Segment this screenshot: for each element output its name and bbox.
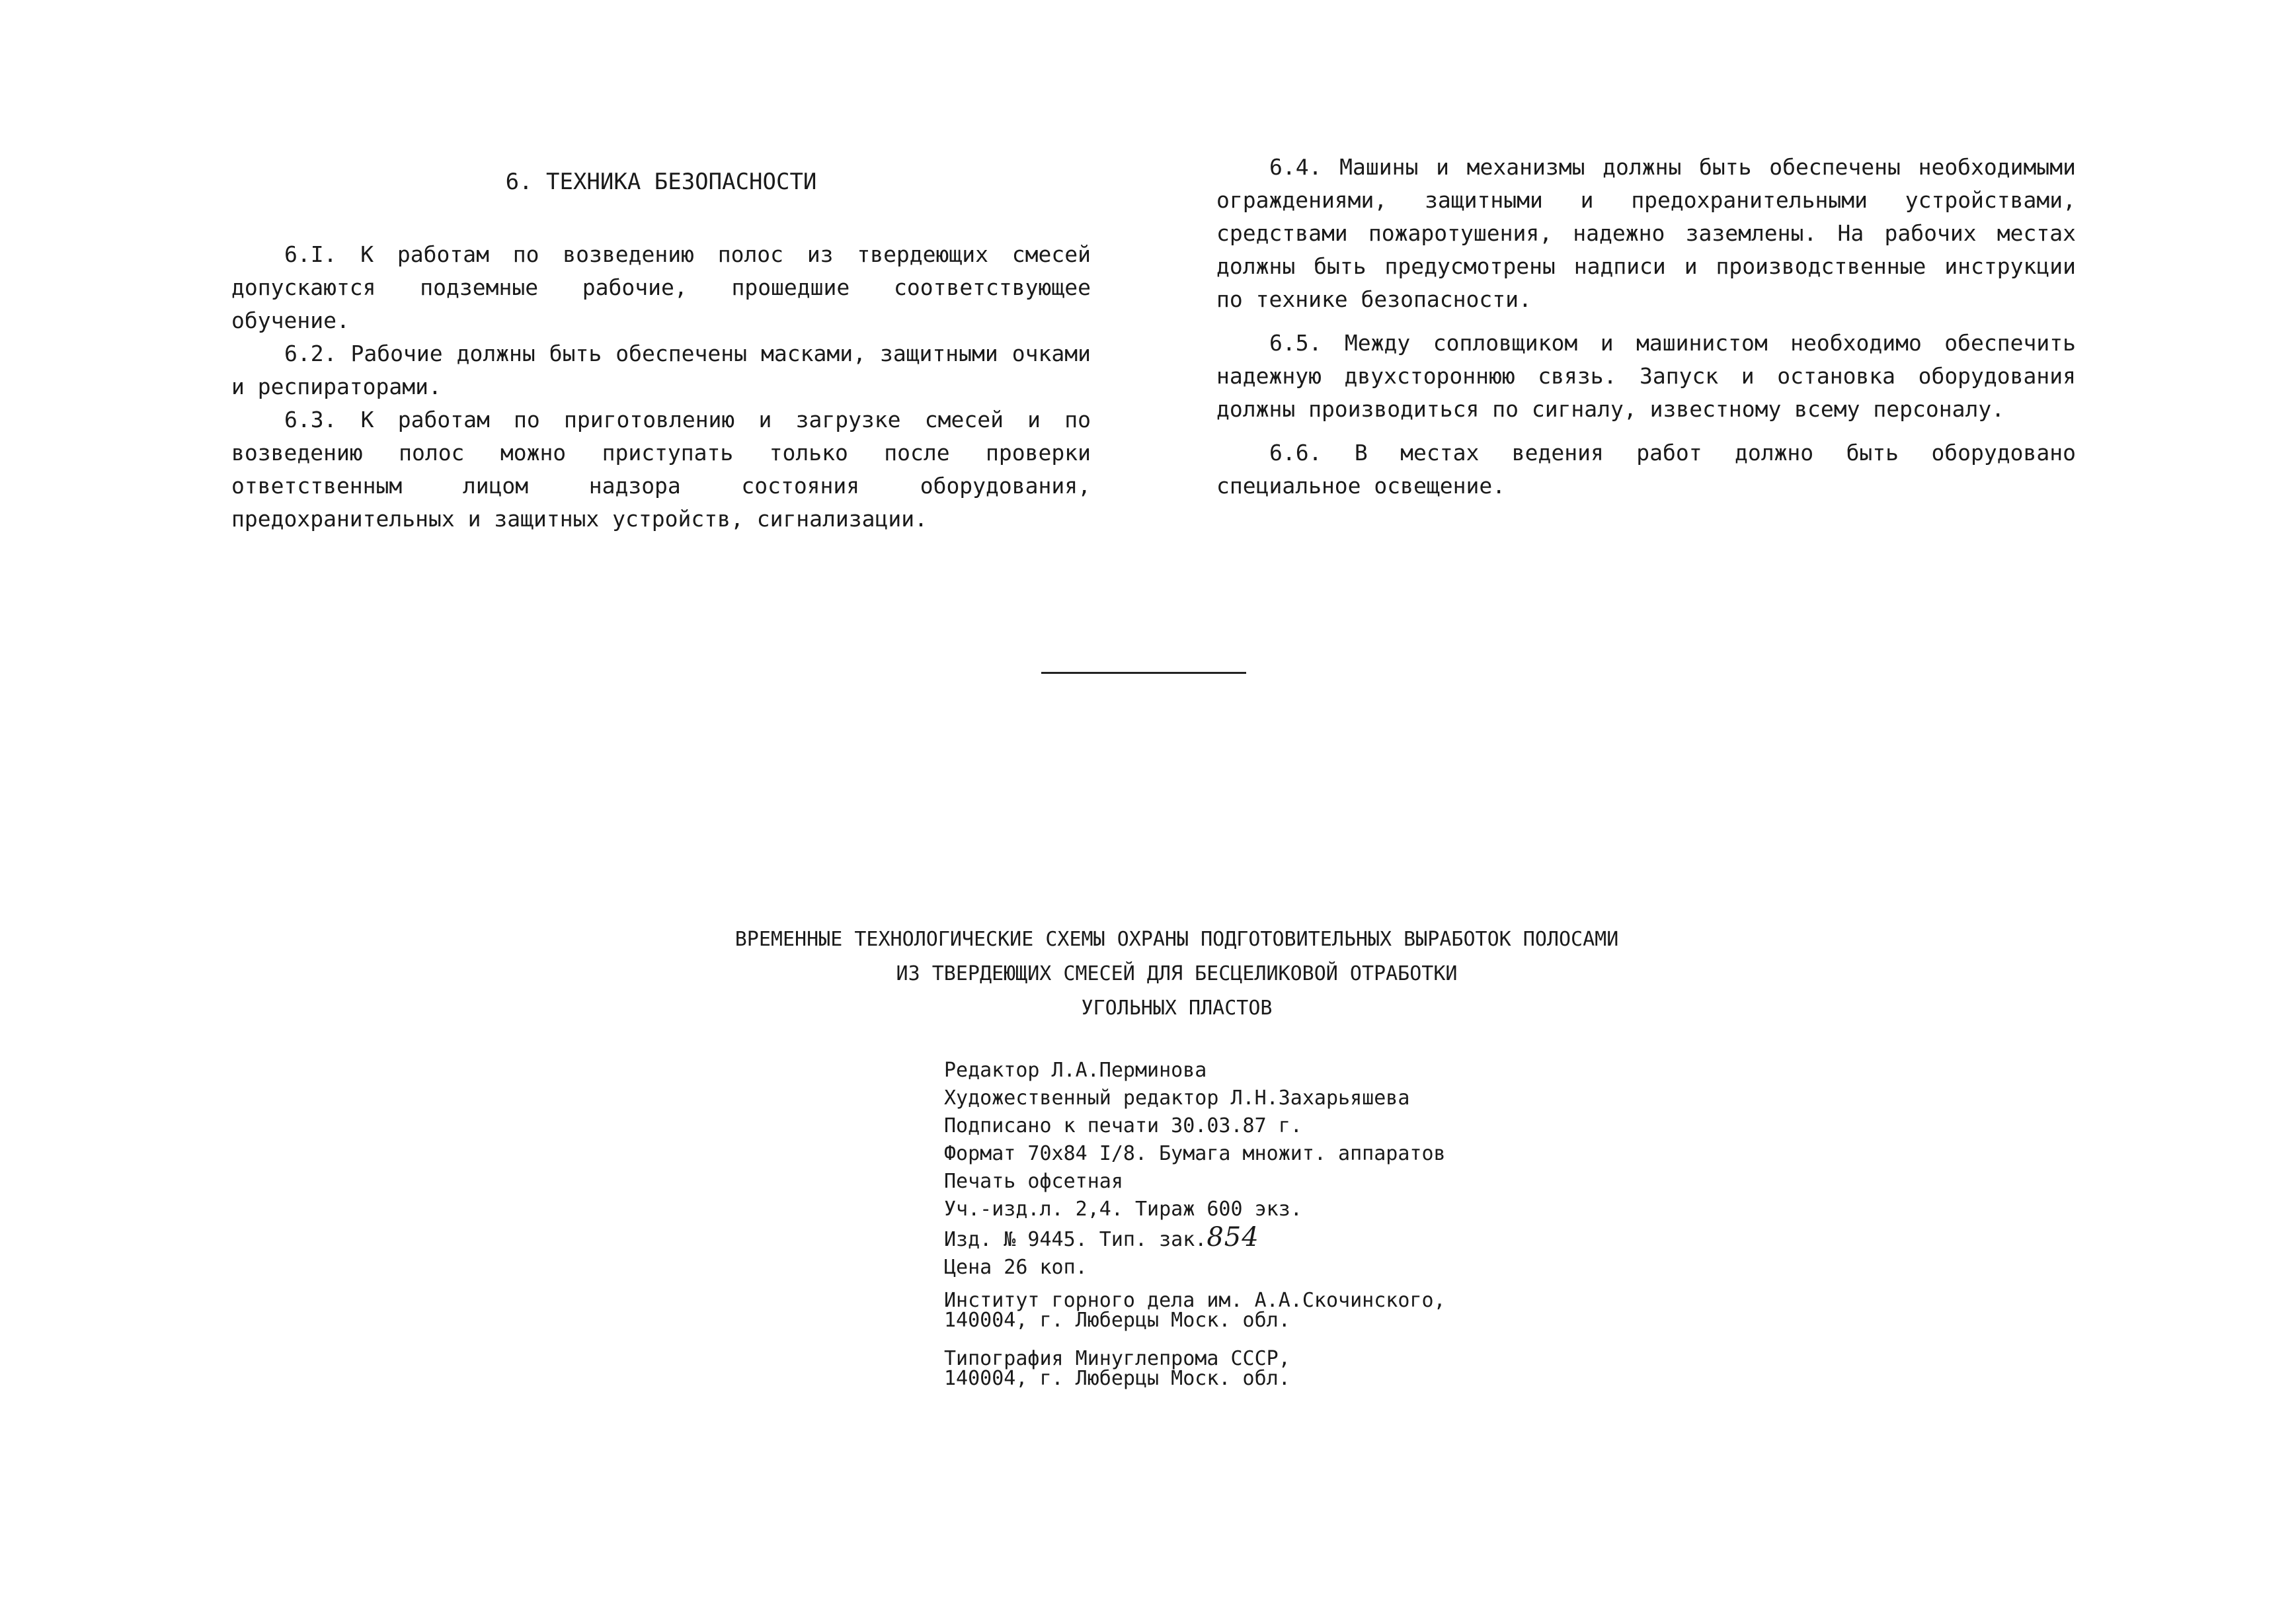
institute-line-2: 140004, г. Люберцы Моск. обл. bbox=[944, 1309, 1290, 1332]
paragraph-6-3: 6.3. К работам по приготовлению и загрузке смесей и по возведению полос можно приступать только после проверки ответственным лицом надзора состояния оборудования, предохранительных и защитных устройств, сигнализации. bbox=[231, 407, 1091, 532]
imprint-print: Печать офсетная bbox=[944, 1170, 1123, 1193]
printing-house-line-1: Типография Минуглепрома СССР, bbox=[944, 1347, 1290, 1370]
book-title bbox=[595, 923, 1759, 1026]
imprint-order-number: 854 bbox=[1207, 1222, 1259, 1252]
right-column bbox=[1216, 151, 2076, 513]
left-column bbox=[231, 165, 1091, 536]
section-divider bbox=[1041, 672, 1246, 674]
printing-house-line-2: 140004, г. Люберцы Моск. обл. bbox=[944, 1367, 1290, 1390]
paragraph-6-5: 6.5. Между сопловщиком и машинистом необходимо обеспечить надежную двухстороннюю связь. Запуск и остановка оборудования должны производиться по сигналу, известному всему персоналу. bbox=[1216, 330, 2076, 422]
book-title-line-2: ИЗ ТВЕРДЕЮЩИХ СМЕСЕЙ ДЛЯ БЕСЦЕЛИКОВОЙ ОТРАБОТКИ bbox=[896, 962, 1458, 985]
book-title-line-1: ВРЕМЕННЫЕ ТЕХНОЛОГИЧЕСКИЕ СХЕМЫ ОХРАНЫ ПОДГОТОВИТЕЛЬНЫХ ВЫРАБОТОК ПОЛОСАМИ bbox=[734, 928, 1619, 951]
imprint-price: Цена 26 коп. bbox=[944, 1256, 1088, 1279]
section-title: 6. ТЕХНИКА БЕЗОПАСНОСТИ bbox=[505, 169, 817, 195]
institute-address bbox=[944, 1291, 1605, 1331]
book-title-line-3: УГОЛЬНЫХ ПЛАСТОВ bbox=[1081, 997, 1273, 1020]
imprint-art-editor: Художественный редактор Л.Н.Захарьяшева bbox=[944, 1087, 1410, 1110]
imprint-volume: Уч.-изд.л. 2,4. Тираж 600 экз. bbox=[944, 1198, 1302, 1221]
paragraph-6-6: 6.6. В местах ведения работ должно быть оборудовано специальное освещение. bbox=[1216, 440, 2076, 499]
imprint-signed: Подписано к печати 30.03.87 г. bbox=[944, 1114, 1302, 1137]
imprint-block bbox=[944, 1057, 1605, 1282]
paragraph-6-4: 6.4. Машины и механизмы должны быть обеспечены необходимыми ограждениями, защитными и предохранительными устройствами, средствами пожаротушения, надежно заземлены. На рабочих местах должны быть предусмотрены надписи и производственные инструкции по технике безопасности. bbox=[1216, 154, 2076, 312]
imprint-order-prefix: Изд. № 9445. Тип. зак. bbox=[944, 1228, 1207, 1251]
imprint-format: Формат 70х84 I/8. Бумага множит. аппаратов bbox=[944, 1142, 1446, 1165]
institute-line-1: Институт горного дела им. А.А.Скочинского, bbox=[944, 1289, 1446, 1312]
paragraph-6-2: 6.2. Рабочие должны быть обеспечены масками, защитными очками и респираторами. bbox=[231, 341, 1091, 399]
imprint-order bbox=[944, 1223, 1605, 1254]
imprint-editor: Редактор Л.А.Перминова bbox=[944, 1059, 1207, 1082]
paragraph-6-1: 6.I. К работам по возведению полос из твердеющих смесей допускаются подземные рабочие, прошедшие соответствующее обучение. bbox=[231, 241, 1091, 333]
printing-house-address bbox=[944, 1349, 1605, 1389]
